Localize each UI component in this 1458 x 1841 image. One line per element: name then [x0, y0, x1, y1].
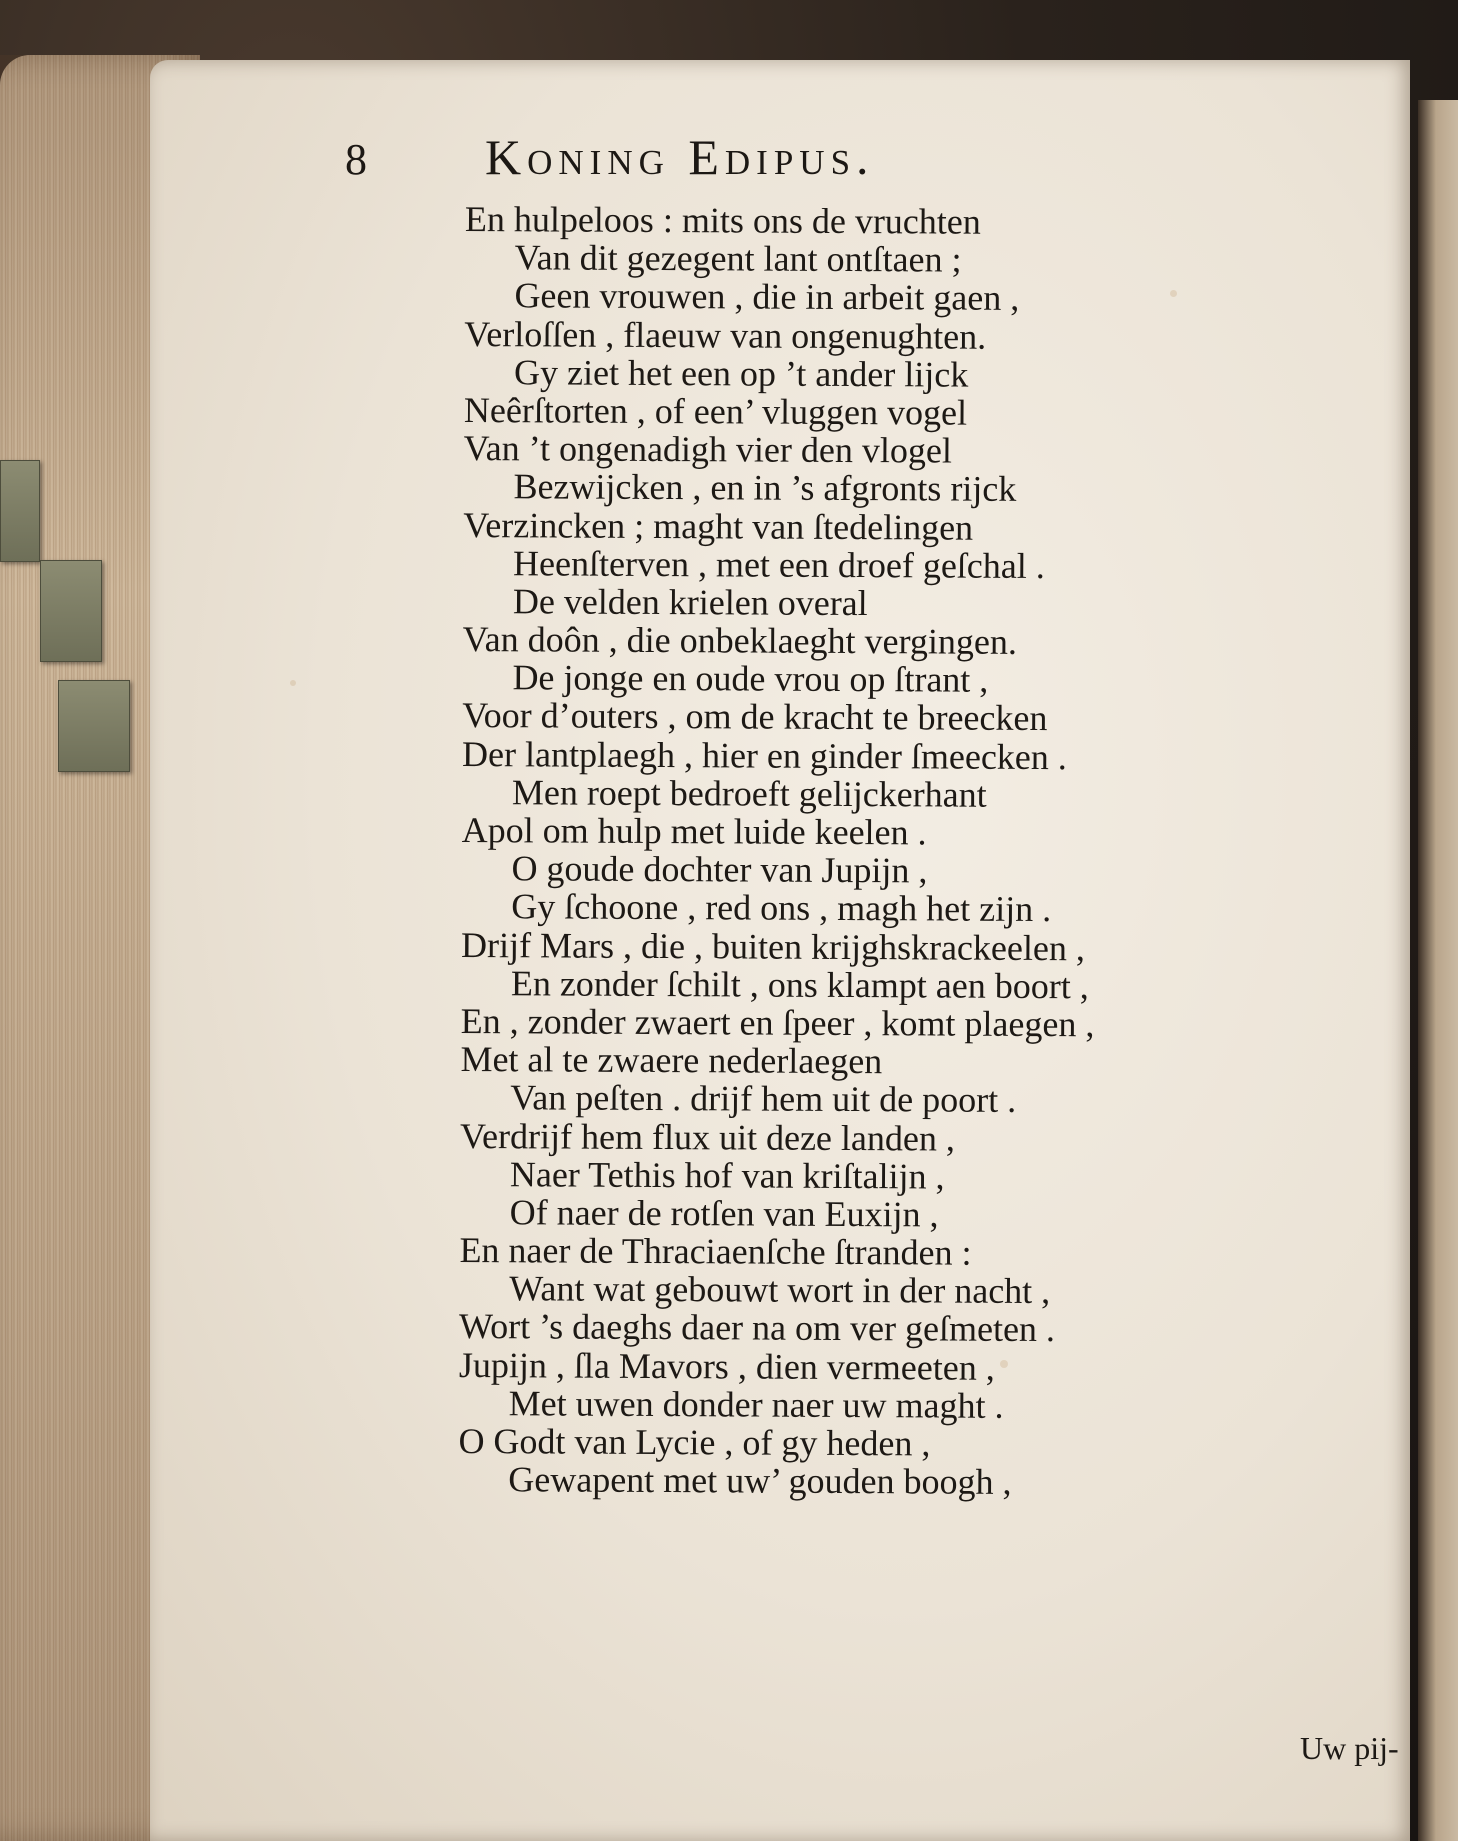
- verse-line: Gy ziet het een op ’t ander lijck: [513, 352, 969, 395]
- verse-line: Van peſten . drijf hem uit de poort .: [510, 1077, 1017, 1121]
- verse-line: Van dit gezegent lant ontſtaen ;: [514, 237, 962, 280]
- catchword: Uw pij-: [1300, 1730, 1399, 1766]
- verse-line: Men roept bedroeft gelijckerhant: [511, 772, 987, 815]
- verse-line: Voor d’outers , om de kracht te breecken: [462, 695, 1048, 739]
- page-tab-marker: [40, 560, 102, 662]
- verse-line: De velden krielen overal: [512, 581, 868, 623]
- verse-line: En hulpeloos : mits ons de vruchten: [464, 199, 981, 242]
- verse-line: Gewapent met uw’ gouden boogh ,: [508, 1459, 1012, 1503]
- verse-line: Van ’t ongenadigh vier den vlogel: [463, 428, 953, 471]
- verse-block: [458, 200, 1265, 1503]
- verse-line: Naer Tethis hof van kriſtalijn ,: [509, 1153, 945, 1197]
- verse-line: Verzincken ; maght van ſtedelingen: [463, 504, 974, 548]
- verse-line: Jupijn , ſla Mavors , dien vermeeten ,: [458, 1344, 995, 1388]
- verse-line: En , zonder zwaert en ſpeer , komt plaegen ,: [460, 1000, 1095, 1045]
- facing-page-edge: [1418, 100, 1458, 1841]
- verse-line: Der lantplaegh , hier en ginder ſmeecken .: [461, 733, 1067, 777]
- verse-line: Apol om hulp met luide keelen .: [461, 809, 927, 853]
- verse-line: O goude dochter van Jupijn ,: [511, 848, 928, 891]
- page-tab-marker: [0, 460, 40, 562]
- ink-spot: [290, 680, 296, 686]
- verse-line: Met uwen donder naer uw maght .: [508, 1383, 1004, 1426]
- page-tab-marker: [58, 680, 130, 772]
- verse-line: De jonge en oude vrou op ſtrant ,: [512, 657, 989, 700]
- page-title: Koning Edipus.: [485, 129, 875, 185]
- verse-line: Drijf Mars , die , buiten krijghskrackeelen ,: [460, 924, 1086, 968]
- verse-line: Verdrijf hem flux uit deze landen ,: [459, 1115, 956, 1159]
- verse-line: Of naer de rotſen van Euxijn ,: [509, 1192, 939, 1235]
- verse-line: Want wat gebouwt wort in der nacht ,: [509, 1268, 1051, 1312]
- running-head: [345, 128, 1245, 198]
- verse-line: O Godt van Lycie , of gy heden ,: [458, 1420, 931, 1464]
- verse-line: Met al te zwaere nederlaegen: [460, 1039, 883, 1082]
- verse-line: Wort ’s daeghs daer na om ver geſmeten .: [458, 1306, 1056, 1350]
- verse-line: Geen vrouwen , die in arbeit gaen ,: [514, 275, 1020, 319]
- verse-line: Van doôn , die onbeklaeght vergingen.: [462, 619, 1018, 662]
- verse-line: En zonder ſchilt , ons klampt aen boort ,: [510, 963, 1089, 1007]
- verse-line: En naer de Thraciaenſche ſtranden :: [459, 1230, 972, 1273]
- page-number: 8: [345, 135, 367, 184]
- verse-line: Heenſterven , met een droef geſchal .: [512, 542, 1045, 586]
- verse-line: Neêrſtorten , of een’ vluggen vogel: [463, 389, 968, 433]
- verse-line: Verloſſen , flaeuw van ongenughten.: [464, 313, 987, 357]
- verse-line: Bezwijcken , en in ’s afgronts rijck: [513, 466, 1017, 510]
- verse-line: Gy ſchoone , red ons , magh het zijn .: [511, 886, 1052, 930]
